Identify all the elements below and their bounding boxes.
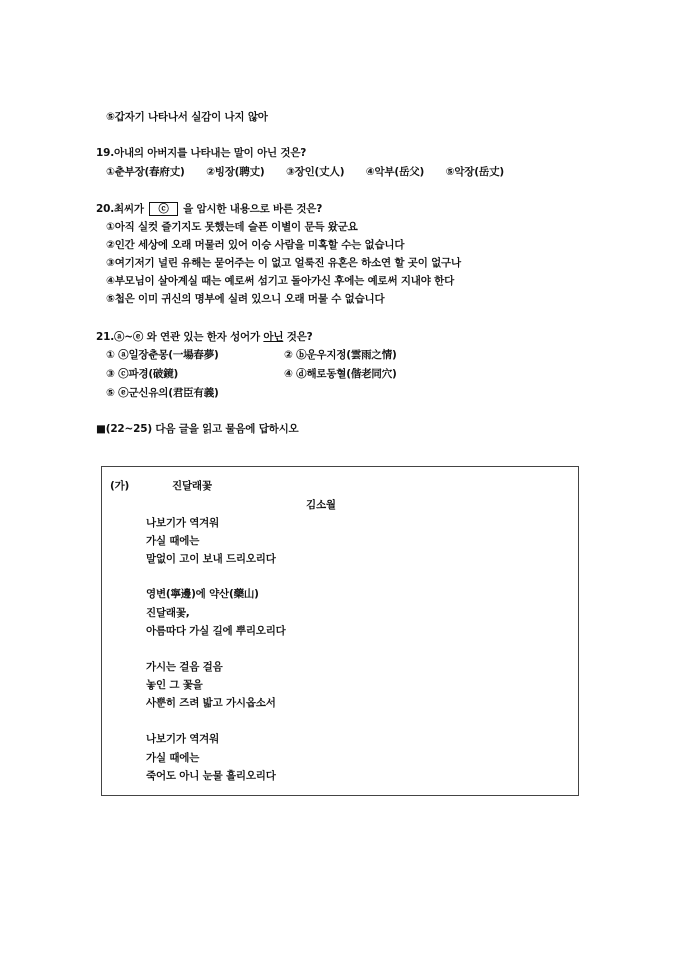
q19-choice-4: ④악부(岳父) [365,166,425,178]
q21-stem-underline: 아닌 [263,331,284,343]
q20-stem-prefix: 20.최씨가 [96,203,144,215]
q19-choice-2: ②빙장(聘丈) [206,166,265,178]
q19-choices [106,165,522,179]
q21-stem-suffix: 것은? [283,331,313,343]
q19-choice-1: ①춘부장(春府丈) [106,166,185,178]
q20-choice-1: ①아직 실컷 즐기지도 못했는데 슬픈 이별이 문득 왔군요 [106,221,358,233]
poem-box [101,466,579,796]
poem-line: 가실 때에는 [146,752,200,764]
poem-line: 영변(寧邊)에 약산(藥山) [146,588,259,600]
q21-choice-3: ③ ⓒ파경(破鏡) [106,368,179,380]
poem-label: (가) [110,480,130,492]
poem-line: 아름따다 가실 길에 뿌리오리다 [146,625,286,637]
poem-line: 놓인 그 꽃을 [146,679,203,691]
poem-line: 진달래꽃, [146,607,190,619]
poem-line: 사뿐히 즈려 밟고 가시옵소서 [146,697,276,709]
q20-choice-3: ③여기저기 널린 유해는 묻어주는 이 없고 얼룩진 유혼은 하소연 할 곳이 없구나 [106,257,461,269]
poem-line: 가실 때에는 [146,535,200,547]
q20-choice-4: ④부모님이 살아계실 때는 예로써 섬기고 돌아가신 후에는 예로써 지내야 한다 [106,275,455,287]
q20-choice-5: ⑤첩은 이미 귀신의 명부에 실려 있으니 오래 머물 수 없습니다 [106,293,385,305]
poem-line: 가시는 걸음 걸음 [146,661,223,673]
q21-choice-5: ⑤ ⓔ군신유의(君臣有義) [106,387,219,399]
q19-choice-3: ③장인(丈人) [285,166,345,178]
q18-choice-5: ⑤갑자기 나타나서 실감이 나지 않아 [106,111,268,123]
poem-line: 나보기가 역겨워 [146,733,220,745]
poem-line: 죽어도 아니 눈물 흘리오리다 [146,770,276,782]
q21-choice-4: ④ ⓓ해로동혈(偕老同穴) [284,368,397,380]
q21-choice-1: ① ⓐ일장춘몽(一場春夢) [106,349,219,361]
q21-stem-prefix: 21.ⓐ~ⓔ 와 연관 있는 한자 성어가 [96,331,264,343]
q20-stem-suffix: 을 암시한 내용으로 바른 것은? [183,203,323,215]
poem-author: 김소월 [306,499,336,511]
poem-line: 나보기가 역겨워 [146,517,220,529]
poem-title: 진달래꽃 [172,480,212,492]
q20-stem [96,202,322,216]
section-header: ■(22~25) 다음 글을 읽고 물음에 답하시오 [96,423,299,435]
q19-stem: 19.아내의 아버지를 나타내는 말이 아닌 것은? [96,147,307,159]
q20-stem-box: ⓒ [149,202,177,216]
q21-choice-2: ② ⓑ운우지정(雲雨之情) [284,349,397,361]
q20-choice-2: ②인간 세상에 오래 머물러 있어 이승 사람을 미혹할 수는 없습니다 [106,239,405,251]
poem-line: 말없이 고이 보내 드리오리다 [146,553,276,565]
q21-stem [96,330,313,344]
q19-choice-5: ⑤악장(岳丈) [445,166,504,178]
